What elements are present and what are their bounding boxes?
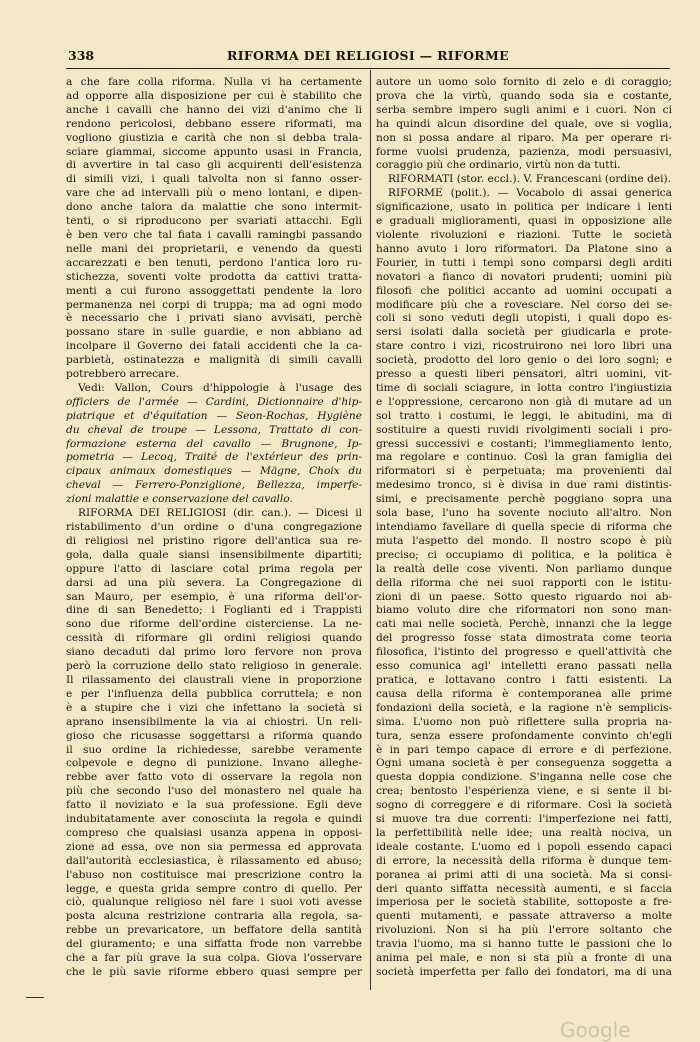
text-line: cheval — Ferrero-Ponziglione, Bellezza, imperfe- <box>66 479 362 492</box>
text-line: del progresso fosse stata dimostrata come teoria <box>376 632 672 645</box>
text-line: gola, dalla quale siansi insensibilmente dipartiti; <box>66 548 362 561</box>
text-line: darsi ad una più severa. La Congregazione di <box>66 576 362 589</box>
text-line: è ben vero che tal fiata i cavalli ramingbi passando <box>66 228 362 241</box>
text-line: possano stare in sulle guardie, e non abbiano ad <box>66 326 362 339</box>
text-line: e graduali miglioramenti, quasi in opposizione alle <box>376 215 672 228</box>
text-line: ma regolare e continuo. Così la gran famiglia dei <box>376 451 672 464</box>
text-line: du cheval de troupe — Lessona, Trattato di con- <box>66 423 362 436</box>
text-line: ad opporre alla disposizione per cui è stabilito che <box>66 89 362 102</box>
text-line: RIFORMATI (stor. eccl.). V. Francescani (ordine dei). <box>388 173 672 186</box>
text-line: tura, senza essere profondamente convinto ch'egli <box>376 729 672 742</box>
text-line: che le più savie riforme ebbero quasi sempre per <box>66 966 362 978</box>
text-line: del giuramento; e una siffatta frode non varrebbe <box>66 938 362 951</box>
text-line: medesimo tronco, si è divisa in due rami distintis- <box>376 479 672 492</box>
text-line: RIFORMA DEI RELIGIOSI (dir. can.). — Dicesi il <box>78 507 362 520</box>
text-line: serba sembre impero sugli animi e i cuori. Non ci <box>376 103 672 116</box>
text-line: cessità di riformare gli ordini religiosi quando <box>66 632 362 645</box>
text-line: tenti, o si riproducono per svariati attacchi. Egli <box>66 215 362 228</box>
margin-mark <box>26 997 44 998</box>
text-line: rebbe aver fatto voto di osservare la regola non <box>66 771 362 784</box>
text-line: novatori a fianco di novatori prudenti; uomini più <box>376 270 672 283</box>
text-line: quenti mutamenti, e passate attraverso a molte <box>376 910 672 923</box>
text-line: incolpare il Governo dei fatali accidenti che la ca- <box>66 340 362 353</box>
text-line: di simili vizi, i quali talvolta non si fanno osser- <box>66 173 362 186</box>
text-line: sono due riforme dell'ordine cisterciense. La ne- <box>66 618 362 631</box>
text-line: stare contro i vizi, ricostruirono nei loro libri una <box>376 340 672 353</box>
text-line: causa della riforma è contemporanea alle prime <box>376 687 672 700</box>
text-line: permanenza nei corpi di truppa; ma ad ogni modo <box>66 298 362 311</box>
left-column <box>66 76 362 980</box>
text-line: più che secondo l'uso del monastero nel quale ha <box>66 785 362 798</box>
text-line: sersi isolati dalla società per giudicarla e prote- <box>376 326 672 339</box>
text-line: nelle mani dei proprietarii, e venendo da questi <box>66 242 362 255</box>
text-line: significazione, usato in politica per indicare i lenti <box>376 201 672 214</box>
watermark: Google <box>560 1018 631 1042</box>
text-line: Il rilassamento dei claustrali viene in proporzione <box>66 673 362 686</box>
text-line: cati mai nelle società. Perchè, innanzi che la legge <box>376 618 672 631</box>
text-line: anima pel male, e non si sta più a fronte di una <box>376 952 672 965</box>
text-line: aprano insensibilmente la via ai chiostri. Un reli- <box>66 715 362 728</box>
text-line: della riforma che nei suoi rapporti con le istitu- <box>376 576 672 589</box>
text-line: pratica, e lottavano contro i fatti esistenti. La <box>376 673 672 686</box>
text-line: filosofi che politici accanto ad uomini occupati a <box>376 284 672 297</box>
right-column <box>376 76 672 980</box>
text-line: è a stupire che i vizi che infettano la società si <box>66 701 362 714</box>
text-line: menti a cui furono assoggettati pendente la loro <box>66 284 362 297</box>
text-line: che a far più grave la sua colpa. Giova l'osservare <box>66 952 362 965</box>
text-line: l'abuso non costituisce mai prescrizione contro la <box>66 868 362 881</box>
text-line: rendono pericolosi, debbano essere riformati, ma <box>66 117 362 130</box>
text-line: di avvertire in tal caso gli acquirenti dell'esistenza <box>66 159 362 172</box>
text-line: ciò, qualunque religioso nel fare i suoi voti avesse <box>66 896 362 909</box>
text-line: di errore, la necessità della riforma è dunque tem- <box>376 854 672 867</box>
text-line: simi, e precisamente perchè poggiano sopra una <box>376 493 672 506</box>
text-line: gressi successivi e costanti; l'immegliamento lento, <box>376 437 672 450</box>
text-line: di religiosi nel pristino rigore dell'antica sua re- <box>66 534 362 547</box>
text-line: e per l'influenza della pubblica corruttela; e non <box>66 687 362 700</box>
column-divider <box>370 70 371 990</box>
text-line: anche i cavalli che hanno dei vizi d'animo che li <box>66 103 362 116</box>
text-line: cipaux animaux domestiques — Mägne, Choix du <box>66 465 362 478</box>
text-line: rebbe un prevaricatore, un beffatore della santità <box>66 924 362 937</box>
text-line: travia l'uomo, ma si hanno tutte le passioni che lo <box>376 938 672 951</box>
text-line: modificare più che a rovesciare. Nel corso dei se- <box>376 298 672 311</box>
text-line: time di sociali sciagure, in lotta contro l'ingiustizia <box>376 381 672 394</box>
text-line: è necessario che i privati siano avvisati, perchè <box>66 312 362 325</box>
text-line: zioni di un paese. Sotto questo riguardo noi ab- <box>376 590 672 603</box>
text-line: si muove tra due correnti: l'imperfezione nei fatti, <box>376 813 672 826</box>
text-line: zione ad essa, ove non sia permessa ed approvata <box>66 840 362 853</box>
text-line: vogliono giustizia e carità che non si debba trala- <box>66 131 362 144</box>
text-line: è in pari tempo capace di errore e di perfezione. <box>376 743 672 756</box>
text-line: gioso che ricusasse soggettarsi a riforma quando <box>66 729 362 742</box>
text-line: sola base, l'uno ha sovente nociuto all'altro. Non <box>376 507 672 520</box>
text-line: colpevole e degno di punizione. Invano alleghe- <box>66 757 362 770</box>
text-line: formazione esterna del cavallo — Brugnone, Ip- <box>66 437 362 450</box>
text-line: poranea ai primi atti di una società. Ma si consi- <box>376 868 672 881</box>
text-line: coli si sono veduti degli utopisti, i quali dopo es- <box>376 312 672 325</box>
text-line: e l'oppressione, cercarono non già di mutare ad un <box>376 395 672 408</box>
header-rule <box>66 68 670 69</box>
text-line: società, prodotto del loro genio o dei loro sogni; e <box>376 354 672 367</box>
text-line: siano decaduti dal primo loro fervore non prova <box>66 646 362 659</box>
text-line: biamo voluto dire che riformatori non sono man- <box>376 604 672 617</box>
text-line: questa doppia condizione. S'inganna nelle cose che <box>376 771 672 784</box>
text-line: prova che la virtù, quando soda sia e costante, <box>376 89 672 102</box>
text-line: imperiosa per le società stabilite, sottoposte a fre- <box>376 896 672 909</box>
text-line: parbietà, ostinatezza e malignità di simili cavalli <box>66 354 362 367</box>
text-line: potrebbero arrecare. <box>66 368 180 381</box>
text-line: dall'autorità ecclesiastica, è rilassamento ed abuso; <box>66 854 362 867</box>
text-line: muta l'aspetto del mondo. Il nostro scopo è più <box>376 534 672 547</box>
text-line: RIFORME (polit.). — Vocabolo di assai generica <box>388 187 672 200</box>
text-line: indubitatamente aver conosciuta la regola e quindi <box>66 813 362 826</box>
text-line: sogno di correggere e di riformare. Così la società <box>376 799 672 812</box>
text-line: sostituire a questi ruvidi rivolgimenti sociali i pro- <box>376 423 672 436</box>
text-line: stichezza, soventi volte prodotta da cattivi tratta- <box>66 270 362 283</box>
text-line: ristabilimento d'un ordine o d'una congregazione <box>66 521 362 533</box>
text-line: però la corruzione dello stato religioso in generale. <box>66 660 362 673</box>
text-line: crea; bentosto l'esperienza viene, e si sente il bi- <box>376 785 672 798</box>
text-line: a che fare colla riforma. Nulla vi ha certamente <box>66 76 362 88</box>
text-line: filosofica, l'istinto del progresso e quell'attività che <box>376 646 672 659</box>
text-line: compreso che qualsiasi usanza appena in opposi- <box>66 826 362 839</box>
text-line: san Mauro, per esempio, è una riforma dell'or- <box>66 590 362 603</box>
text-line: dine di san Benedetto; i Foglianti ed i Trappisti <box>66 604 362 617</box>
page-header <box>68 46 668 66</box>
text-line: pometria — Lecoq, Traité de l'extérieur des prin- <box>66 451 362 464</box>
text-line: la perfettibilità nelle idee; una realtà nociva, un <box>376 826 672 839</box>
text-line: oppure l'atto di lasciare cotal prima regola per <box>66 562 362 575</box>
text-line: sol tratto i costumi, le leggi, le abitudini, ma di <box>376 409 672 422</box>
text-line: violente rivoluzioni e riazioni. Tutte le società <box>376 228 672 241</box>
text-line: società imperfetta per fallo dei fondatori, ma di una <box>376 966 672 978</box>
running-title: RIFORMA DEI RELIGIOSI — RIFORME <box>227 48 509 63</box>
text-line: il suo ordine la richiedesse, sarebbe veramente <box>66 743 362 756</box>
text-line: dono anche talora da malattie che sono intermit- <box>66 201 362 214</box>
text-line: intendiamo favellare di quella specie di riforma che <box>376 521 672 533</box>
page-number: 338 <box>68 48 95 63</box>
text-line: vare che ad intervalli più o meno lontani, e dipen- <box>66 187 362 200</box>
text-line: forme vuolsi prudenza, pazienza, modi persuasivi, <box>376 145 672 158</box>
text-line: rivoluzioni. Non si ha più l'errore soltanto che <box>376 924 672 937</box>
text-line: riformatori si è perpetuata; ma provenienti dal <box>376 465 672 478</box>
text-line: ha quindi alcun disordine del quale, ove si voglia, <box>376 117 672 130</box>
text-line: Ogni umana società è per conseguenza soggetta a <box>376 757 672 770</box>
text-line: la realtà delle cose viventi. Non parliamo dunque <box>376 562 672 575</box>
text-line: presso a questi liberi pensatori, altri uomini, vit- <box>376 368 672 381</box>
text-line: posta alcuna restrizione contraria alla regola, sa- <box>66 910 362 923</box>
text-line: officiers de l'armée — Cardini, Dictionnaire d'hip- <box>66 395 362 408</box>
text-line: ideale costante. L'uomo ed i popoli essendo capaci <box>376 840 672 853</box>
text-line: deri quanto siffatta necessità aumenti, e si faccia <box>376 882 672 895</box>
text-line: preciso; ci occupiamo di politica, e la politica è <box>376 548 672 561</box>
text-line: zioni malattie e conservazione del cavallo. <box>66 493 293 506</box>
text-line: Fourier, in tutti i tempi sono comparsi degli arditi <box>376 256 672 269</box>
text-line: fondazioni della società, e la ragione n'è semplicis- <box>376 701 672 714</box>
text-line: coraggio più che ordinario, virtù non da tutti. <box>376 159 621 172</box>
text-line: sima. L'uomo non può riflettere sulla propria na- <box>376 715 672 728</box>
text-line: non si possa andare al riparo. Ma per operare ri- <box>376 131 672 144</box>
text-line: piatrique et d'équitation — Seon-Rochas, Hygiène <box>66 409 362 422</box>
text-line: legge, e questa grida sempre contro di quello. Per <box>66 882 362 895</box>
text-line: fatto il noviziato e la sua professione. Egli deve <box>66 799 362 812</box>
text-line: autore un uomo solo fornito di zelo e di coraggio; <box>376 76 672 88</box>
text-line: hanno avuto i loro riformatori. Da Platone sino a <box>376 242 672 255</box>
text-line: Vedi: Vallon, Cours d'hippologie à l'usage des <box>78 381 362 394</box>
text-line: esso comunica agl' intelletti erano passati nella <box>376 660 672 673</box>
text-line: sciare giammai, siccome appunto usasi in Francia, <box>66 145 362 158</box>
text-line: accarezzati e ben tenuti, perdono l'antica loro ru- <box>66 256 362 269</box>
